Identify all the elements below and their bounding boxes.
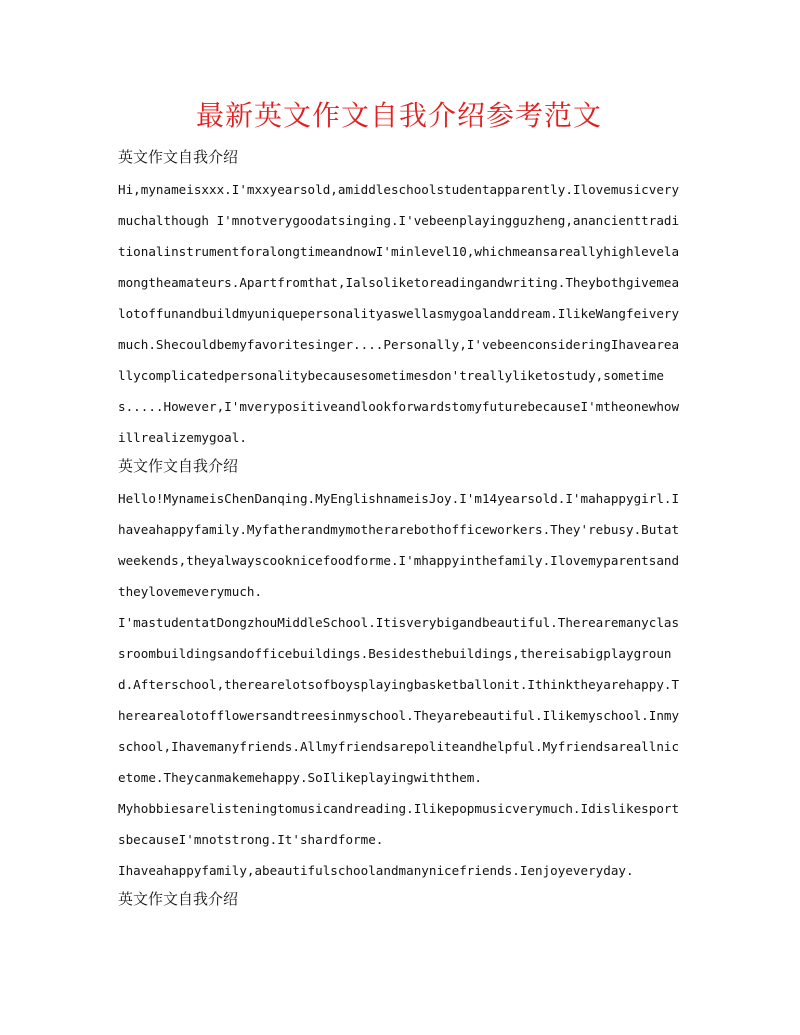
section-heading: 英文作文自我介绍: [118, 148, 239, 166]
paragraph: Hello!MynameisChenDanqing.MyEnglishnameisJoy.I'm14yearsold.I'mahappygirl.Ihaveahappyfamily.Myfatherandmymotherarebothofficeworkers.They'rebusy.Butatweekends,theyalwayscooknicefoodforme.I'mhappyinthefamily.Ilovemyparentsandtheylovemeverymuch.: [118, 491, 680, 599]
section-heading: 英文作文自我介绍: [118, 890, 239, 908]
paragraph: Ihaveahappyfamily,abeautifulschoolandmanynicefriends.Ienjoyeveryday.: [118, 863, 634, 878]
paragraph: Myhobbiesarelisteningtomusicandreading.Ilikepopmusicverymuch.IdislikesportsbecauseI'mnotstrong.It'shardforme.: [118, 801, 680, 847]
section-1: [118, 144, 680, 453]
paragraph: Hi,mynameisxxx.I'mxxyearsold,amiddleschoolstudentapparently.Ilovemusicverymuchalthough I'mnotverygoodatsinging.I'vebeenplayingguzheng,anancienttraditionalinstrumentforalongtimeandnowI'minlevel10,whichmeansareallyhighlevelamongtheamateurs.Apartfromthat,Ialsoliketoreadingandwriting.Theybothgivemealotoffunandbuildmyuniquepersonalityaswellasmygoalanddream.IlikeWangfeiverymuch.Shecouldbemyfavoritesinger....Personally,I'vebeenconsideringIhaveareallycomplicatedpersonalitybecausesometimesdon'treallyliketostudy,sometimes.....However,I'mverypositiveandlookforwardstomyfuturebecauseI'mtheonewhowillrealizemygoal.: [118, 182, 680, 445]
section-2: [118, 453, 680, 886]
paragraph: I'mastudentatDongzhouMiddleSchool.Itisverybigandbeautiful.Therearemanyclassroombuildingsandofficebuildings.Besidesthebuildings,thereisabigplayground.Afterschool,therearelotsofboysplayingbasketballonit.Ithinktheyarehappy.Therearealotofflowersandtreesinmyschool.Theyarebeautiful.Ilikemyschool.Inmyschool,Ihavemanyfriends.Allmyfriendsarepoliteandhelpful.Myfriendsareallnicetome.Theycanmakemehappy.SoIlikeplayingwiththem.: [118, 615, 680, 785]
document-page: [118, 96, 680, 916]
section-heading: 英文作文自我介绍: [118, 457, 239, 475]
document-title: 最新英文作文自我介绍参考范文: [195, 99, 602, 132]
section-3: [118, 886, 680, 912]
